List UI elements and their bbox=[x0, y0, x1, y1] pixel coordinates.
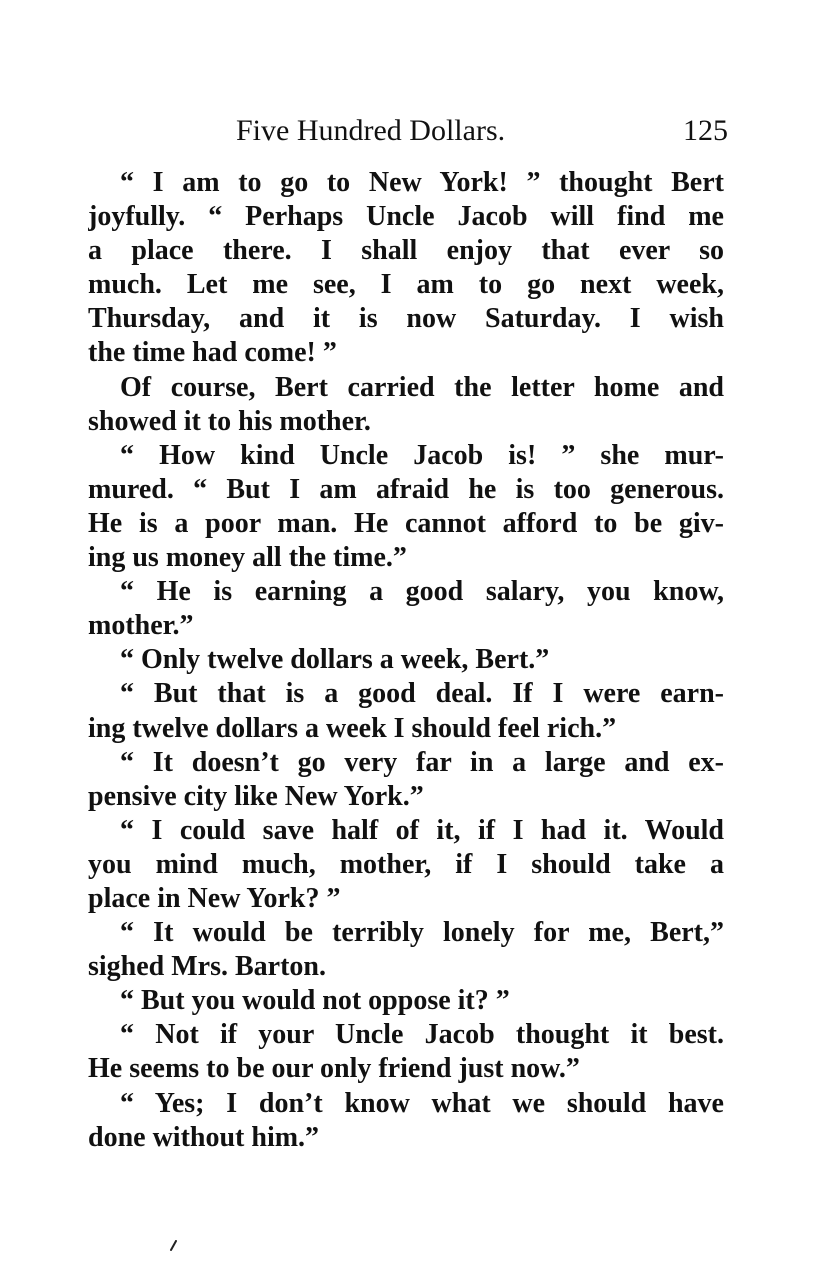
paragraph bbox=[88, 575, 724, 643]
paragraph bbox=[88, 439, 724, 575]
text-line: “ It would be terribly lonely for me, Bert,” bbox=[120, 917, 724, 949]
text-line: mother.” bbox=[88, 610, 194, 642]
page-number: 125 bbox=[683, 114, 728, 147]
paragraph bbox=[88, 984, 724, 1018]
paragraph bbox=[88, 916, 724, 984]
paragraph bbox=[88, 814, 724, 916]
text-line: “ But you would not oppose it? ” bbox=[120, 985, 510, 1017]
text-line: ing us money all the time.” bbox=[88, 542, 407, 574]
paragraph bbox=[88, 371, 724, 439]
paragraph bbox=[88, 166, 724, 371]
text-line: “ I could save half of it, if I had it. Would bbox=[120, 814, 724, 846]
text-line: sighed Mrs. Barton. bbox=[88, 951, 326, 983]
text-line: joyfully. “ Perhaps Uncle Jacob will find me bbox=[88, 201, 724, 233]
text-line: ing twelve dollars a week I should feel rich.” bbox=[88, 712, 617, 744]
text-line: you mind much, mother, if I should take a bbox=[88, 848, 724, 880]
text-line: mured. “ But I am afraid he is too generous. bbox=[88, 473, 724, 505]
text-line: “ He is earning a good salary, you know, bbox=[120, 576, 724, 608]
paragraph bbox=[88, 677, 724, 745]
text-line: Of course, Bert carried the letter home and bbox=[120, 371, 724, 403]
body-text bbox=[88, 166, 724, 1155]
paragraph bbox=[88, 643, 724, 677]
text-line: place in New York? ” bbox=[88, 882, 341, 914]
text-line: Thursday, and it is now Saturday. I wish bbox=[88, 303, 724, 335]
paragraph bbox=[88, 746, 724, 814]
running-head bbox=[88, 108, 728, 154]
text-line: “ But that is a good deal. If I were earn- bbox=[120, 678, 724, 710]
running-title: Five Hundred Dollars. bbox=[236, 114, 506, 147]
text-line: “ Yes; I don’t know what we should have bbox=[120, 1087, 724, 1119]
text-line: “ Not if your Uncle Jacob thought it best. bbox=[120, 1019, 724, 1051]
paragraph bbox=[88, 1018, 724, 1086]
text-line: the time had come! ” bbox=[88, 337, 337, 369]
text-line: He is a poor man. He cannot afford to be giv- bbox=[88, 507, 724, 539]
text-line: “ I am to go to New York! ” thought Bert bbox=[120, 167, 724, 198]
text-line: “ Only twelve dollars a week, Bert.” bbox=[120, 644, 550, 676]
text-line: showed it to his mother. bbox=[88, 405, 371, 437]
text-line: “ How kind Uncle Jacob is! ” she mur- bbox=[120, 439, 724, 471]
text-line: “ It doesn’t go very far in a large and ex- bbox=[120, 746, 724, 778]
paragraph bbox=[88, 1087, 724, 1155]
text-line: pensive city like New York.” bbox=[88, 780, 424, 812]
ink-speck-mark bbox=[168, 1240, 178, 1252]
text-line: a place there. I shall enjoy that ever so bbox=[88, 235, 724, 267]
text-line: He seems to be our only friend just now.” bbox=[88, 1053, 580, 1085]
text-line: done without him.” bbox=[88, 1121, 320, 1153]
text-line: much. Let me see, I am to go next week, bbox=[88, 269, 724, 301]
